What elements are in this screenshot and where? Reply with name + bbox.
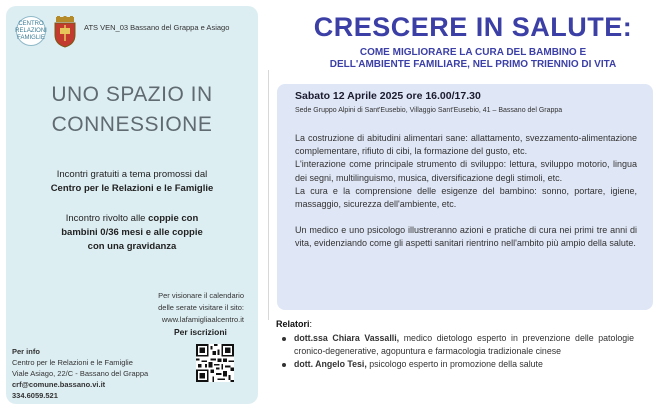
description-paragraph-3: La cura e la comprensione delle esigenze del bambino: sonno, portare, igiene, massaggio, sicurezza dell'ambiente, etc.: [295, 185, 637, 210]
info-block: [12, 346, 192, 401]
relatore-desc: psicologo esperto in promozione della salute: [366, 359, 543, 370]
iscrizioni-label: Per iscrizioni: [174, 327, 227, 337]
rivolto-line3: con una gravidanza: [87, 241, 177, 252]
info-line1: Centro per le Relazioni e le Famiglie: [12, 358, 133, 367]
event-date: Sabato 12 Aprile 2025 ore 16.00/17.30: [295, 90, 481, 102]
info-title: Per info: [12, 347, 40, 356]
vertical-divider: [268, 70, 269, 320]
description-paragraph-1: La costruzione di abitudini alimentari sane: allattamento, svezzamento-alimentazione complementare, rifiuto di cibi, la formazione del gusto, etc.: [295, 133, 637, 157]
rivolto-line2: bambini 0/36 mesi e alle coppie: [61, 227, 203, 238]
subtitle-line2: DELL'AMBIENTE FAMILIARE, NEL PRIMO TRIENNIO DI VITA: [329, 59, 617, 70]
bullet-icon: [282, 363, 286, 367]
logos: [16, 16, 78, 48]
info-email[interactable]: crf@comune.bassano.vi.it: [12, 380, 106, 389]
event-title: CRESCERE IN SALUTE:: [313, 12, 633, 42]
info-phone[interactable]: 334.6059.521: [12, 391, 58, 400]
panel-title-line2: CONNESSIONE: [51, 113, 213, 136]
incontri-line2: Centro per le Relazioni e le Famiglie: [50, 183, 214, 194]
description-paragraph-2: L'interazione come principale strumento di sviluppo: lettura, sviluppo motorio, lingua dei segni, multilinguismo, musica, diversificazione degli stimoli, etc.: [295, 159, 637, 183]
relatore-item: [282, 332, 634, 358]
calendario-info: [104, 290, 244, 326]
event-subtitle: [276, 47, 670, 71]
panel-title: [6, 80, 258, 140]
relatori-heading: Relatori:: [276, 319, 313, 329]
ats-label: ATS VEN_03 Bassano del Grappa e Asiago: [84, 23, 230, 32]
bullet-icon: [282, 337, 286, 341]
calendario-line1: Per visionare il calendario: [158, 291, 244, 300]
relatore-name: dott. Angelo Tesi,: [294, 359, 367, 370]
website-link[interactable]: www.lafamigliaalcentro.it: [161, 315, 244, 324]
subtitle-line1: COME MIGLIORARE LA CURA DEL BAMBINO E: [359, 47, 587, 58]
event-place: Sede Gruppo Alpini di Sant'Eusebio, Villaggio Sant'Eusebio, 41 – Bassano del Grappa: [295, 107, 563, 114]
panel-title-line1: UNO SPAZIO IN: [51, 83, 213, 106]
calendario-line2: delle serate visitare il sito:: [158, 303, 244, 312]
event-description: [295, 132, 637, 251]
rivolto-line1: Incontro rivolto alle coppie con: [65, 213, 199, 224]
description-paragraph-4: Un medico e uno psicologo illustreranno azioni e pratiche di cura nei primi tre anni di vita, evidenziando come gli aspetti sanitari rientrino nell'ambito più ampio della salute.: [295, 225, 637, 249]
relatore-item: [282, 358, 634, 371]
comune-crest-logo: [52, 16, 78, 48]
incontri-text: [6, 168, 258, 196]
event-details-box: [277, 84, 653, 310]
info-line2: Viale Asiago, 22/C - Bassano del Grappa: [12, 369, 149, 378]
rivolto-text: [6, 212, 258, 254]
left-panel: [6, 6, 258, 404]
qr-code[interactable]: [196, 344, 234, 382]
centro-logo-text: CENTRO RELAZIONI FAMIGLIE: [15, 20, 47, 41]
relatori-list: [282, 332, 634, 372]
relatore-desc: medico dietologo esperto in prevenzione delle patologie cronico-degenerative, agopuntura e farmacologia tradizionale cinese: [294, 333, 634, 357]
incontri-line1: Incontri gratuiti a tema promossi dal: [56, 169, 208, 180]
relatore-name: dott.ssa Chiara Vassalli,: [294, 333, 400, 343]
centro-famiglie-logo: [16, 16, 46, 46]
